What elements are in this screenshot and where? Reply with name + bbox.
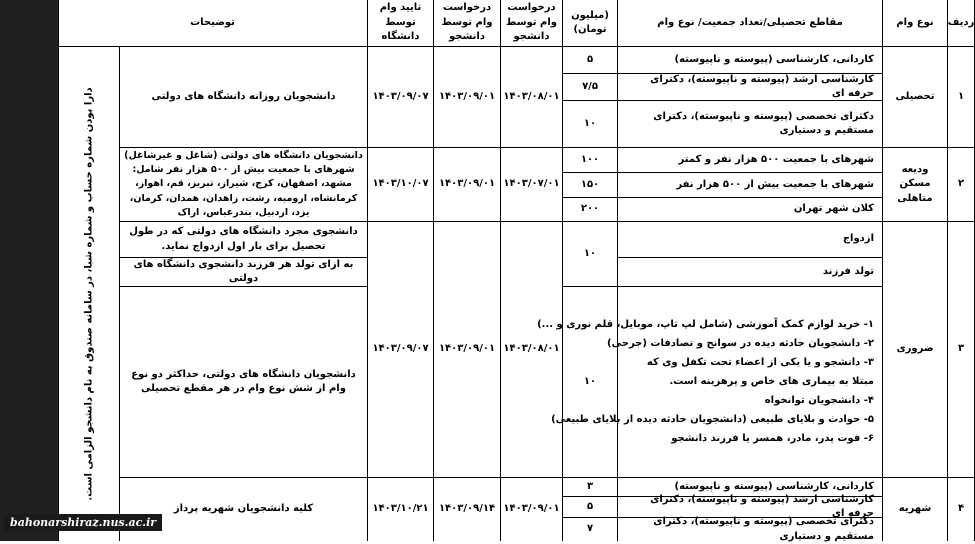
row1-no: ۱: [948, 47, 975, 148]
row2-amount1: ۱۰۰: [563, 148, 618, 173]
row4-item1: کاردانی، کارشناسی (پیوسته و ناپیوسته): [618, 478, 883, 497]
row1-type: تحصیلی: [883, 47, 948, 148]
row4-note: کلیه دانشجویان شهریه پرداز: [120, 478, 368, 541]
row2-no: ۲: [948, 148, 975, 222]
row1-item1: کاردانی، کارشناسی (پیوسته و ناپیوسته): [618, 47, 883, 74]
row2-amount3: ۲۰۰: [563, 198, 618, 222]
row3-date-approval: ۱۴۰۳/۰۹/۰۷: [368, 222, 434, 478]
necessity-item-6: ۶- فوت پدر، مادر، همسر یا فرزند دانشجو: [671, 433, 874, 444]
row2-amount2: ۱۵۰: [563, 173, 618, 198]
row2-item3: کلان شهر تهران: [618, 198, 883, 222]
row4-date-approval: ۱۴۰۳/۱۰/۲۱: [368, 478, 434, 541]
table-left-border: [58, 0, 59, 541]
row3-no: ۳: [948, 222, 975, 478]
row4-type: شهریه: [883, 478, 948, 541]
row2-date-request: ۱۴۰۳/۰۹/۰۱: [434, 148, 501, 222]
necessity-item-5: ۵- حوادث و بلایای طبیعی (دانشجویان حادثه دیده از بلایای طبیعی): [551, 414, 874, 425]
row1-amount1: ۵: [563, 47, 618, 74]
header-loan-type: نوع وام: [883, 0, 948, 47]
row3-list-note: دانشجویان دانشگاه های دولتی، حداکثر دو نوع وام از شش نوع وام در هر مقطع تحصیلی: [120, 287, 368, 478]
row3-marriage: ازدواج: [618, 222, 883, 258]
header-amount: (میلیون تومان): [563, 0, 618, 47]
header-row-no: ردیف: [948, 0, 975, 47]
header-notes: توضیحات: [58, 0, 368, 47]
row3-birth: تولد فرزند: [618, 258, 883, 287]
row4-amount1: ۳: [563, 478, 618, 497]
row2-date-student: ۱۴۰۳/۰۷/۰۱: [501, 148, 563, 222]
row2-type: ودیعه مسکن متاهلی: [883, 148, 948, 222]
necessity-item-1: ۱- خرید لوازم کمک آموزشی (شامل لپ تاپ، موبایل، قلم نوری و ...): [537, 319, 874, 330]
row1-amount2: ۷/۵: [563, 74, 618, 101]
header-university-request: درخواست وام توسط دانشجو: [434, 0, 501, 47]
header-student-request: درخواست وام توسط دانشجو: [501, 0, 563, 47]
row2-item2: شهرهای با جمعیت بیش از ۵۰۰ هزار نفر: [618, 173, 883, 198]
row2-item1: شهرهای با جمعیت ۵۰۰ هزار نفر و کمتر: [618, 148, 883, 173]
loan-table: [58, 0, 975, 541]
header-university-approval: تایید وام توسط دانشگاه: [368, 0, 434, 47]
side-note-text: دارا بودن شماره حساب و شماره شبا، در سامانه صندوق به نام دانشجو الزامی است.: [83, 87, 95, 501]
row3-list-amount: ۱۰: [563, 287, 618, 478]
row2-date-approval: ۱۴۰۳/۱۰/۰۷: [368, 148, 434, 222]
row1-item3: دکترای تخصصی (پیوسته و ناپیوسته)، دکترای مستقیم و دستیاری: [618, 101, 883, 148]
row1-date-approval: ۱۴۰۳/۰۹/۰۷: [368, 47, 434, 148]
row4-item2: کارشناسی ارشد (پیوسته و ناپیوسته)، دکترای حرفه ای: [618, 497, 883, 518]
necessity-item-4: ۴- دانشجویان توانخواه: [764, 395, 874, 406]
site-watermark: bahonarshiraz.nus.ac.ir: [4, 514, 162, 531]
necessity-item-2: ۲- دانشجویان حادثه دیده در سوانح و تصادفات (جرحی): [607, 338, 874, 349]
necessity-item-3: ۳- دانشجو و یا یکی از اعضاء تحت تکفل وی که مبتلا به بیماری های خاص و پرهزینه است.: [646, 357, 874, 387]
side-note-cell: [58, 47, 120, 541]
row4-date-request: ۱۴۰۳/۰۹/۱۴: [434, 478, 501, 541]
row4-amount3: ۷: [563, 518, 618, 541]
row2-note: دانشجویان دانشگاه های دولتی (شاغل و غیرشاغل) شهرهای با جمعیت بیش از ۵۰۰ هزار نفر شامل: مشهد، اصفهان، کرج، شیراز، تبریز، قم، اهواز، کرمانشاه، ارومیه، رشت، زاهدان، همدان، کرمان، یزد، اردبیل، بندرعباس، اراک: [120, 148, 368, 222]
row1-item2: کارشناسی ارشد (پیوسته و ناپیوسته)، دکترای حرفه ای: [618, 74, 883, 101]
row3-date-request: ۱۴۰۳/۰۹/۰۱: [434, 222, 501, 478]
left-dark-margin: [0, 0, 58, 541]
row1-date-request: ۱۴۰۳/۰۹/۰۱: [434, 47, 501, 148]
row4-item3: دکترای تخصصی (پیوسته و ناپیوسته)، دکترای مستقیم و دستیاری: [618, 518, 883, 541]
row4-amount2: ۵: [563, 497, 618, 518]
row4-date-student: ۱۴۰۳/۰۹/۰۱: [501, 478, 563, 541]
row3-marriage-note: دانشجوی مجرد دانشگاه های دولتی که در طول تحصیل برای بار اول ازدواج نماید.: [120, 222, 368, 258]
header-sections: مقاطع تحصیلی/تعداد جمعیت/ نوع وام: [618, 0, 883, 47]
row3-date-student: ۱۴۰۳/۰۸/۰۱: [501, 222, 563, 478]
row1-date-student: ۱۴۰۳/۰۸/۰۱: [501, 47, 563, 148]
row4-no: ۴: [948, 478, 975, 541]
row3-birth-note: به ازای تولد هر فرزند دانشجوی دانشگاه های دولتی: [120, 258, 368, 287]
row3-type: ضروری: [883, 222, 948, 478]
row3-marriage-amount: ۱۰: [563, 222, 618, 287]
row1-amount3: ۱۰: [563, 101, 618, 148]
row1-note: دانشجویان روزانه دانشگاه های دولتی: [120, 47, 368, 148]
